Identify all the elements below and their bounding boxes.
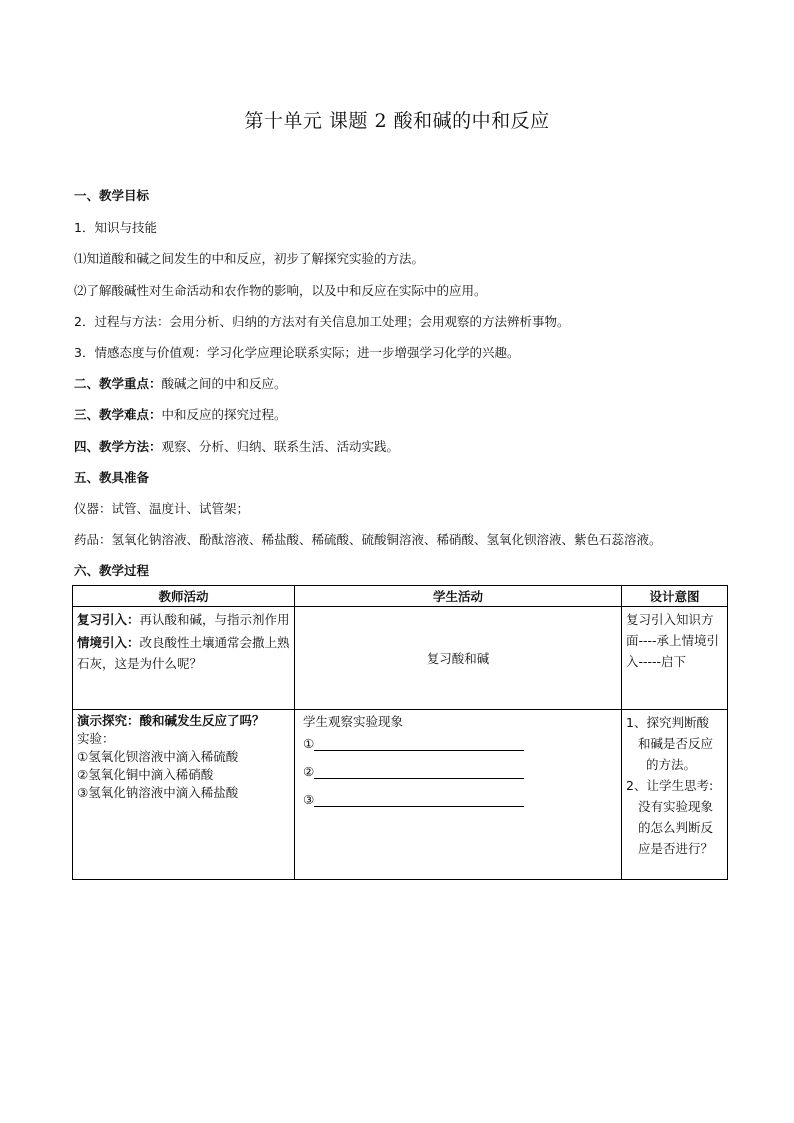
difficulty-label: 三、教学难点： (74, 407, 162, 422)
key-point (74, 374, 287, 392)
observation-blank-3[interactable] (314, 793, 524, 807)
knowledge-heading: 1．知识与技能 (74, 220, 157, 235)
header-teacher: 教师活动 (73, 586, 295, 607)
key-point-label: 二、教学重点： (74, 376, 162, 391)
experiment-2: ②氢氧化铜中滴入稀硝酸 (77, 767, 214, 782)
review-intro (77, 609, 290, 630)
student-observe-title: 学生观察实验现象 (303, 714, 404, 729)
method-text: 观察、分析、归纳、联系生活、活动实践。 (161, 439, 400, 454)
design-point-2c: 的怎么判断反 (638, 820, 714, 835)
observation-mark-2: ② (303, 764, 315, 779)
review-label: 复习引入： (77, 612, 140, 627)
observation-mark-1: ① (303, 736, 315, 751)
demo-label: 演示探究： (77, 713, 140, 728)
design-cell-2 (622, 710, 728, 880)
observation-line-3 (303, 792, 617, 814)
process-method: 2．过程与方法：会用分析、归纳的方法对有关信息加工处理；会用观察的方法辨析事物。 (74, 314, 570, 329)
knowledge-item-2: ⑵了解酸碱性对生命活动和农作物的影响，以及中和反应在实际中的应用。 (74, 283, 487, 298)
process-heading: 六、教学过程 (74, 563, 150, 578)
tools-instruments: 仪器：试管、温度计、试管架； (74, 501, 250, 516)
header-design: 设计意图 (622, 586, 728, 607)
scene-intro (77, 632, 290, 674)
table-row (73, 607, 728, 710)
table-row (73, 710, 728, 880)
design-point-2d: 应是否进行？ (638, 841, 714, 856)
review-text: 再认酸和碱，与指示剂作用 (139, 612, 290, 627)
demo-text: 酸和碱发生反应了吗？ (139, 713, 265, 728)
experiment-1: ①氢氧化钡溶液中滴入稀硫酸 (77, 749, 239, 764)
design-point-1c: 的方法。 (646, 757, 697, 772)
scene-text: 改良酸性土壤通常会撒上熟石灰，这是为什么呢？ (77, 635, 290, 671)
teacher-cell-1 (73, 607, 295, 710)
method-label: 四、教学方法： (74, 439, 162, 454)
teacher-cell-2 (73, 710, 295, 880)
observation-blank-1[interactable] (314, 737, 524, 751)
tools-heading: 五、教具准备 (74, 470, 150, 485)
observation-line-1 (303, 736, 617, 758)
objectives-heading: 一、教学目标 (74, 188, 150, 203)
design-point-2b: 没有实验现象 (638, 799, 714, 814)
teaching-method (74, 437, 399, 455)
design-cell-1: 复习引入知识方面----承上情境引入-----启下 (622, 607, 728, 710)
table-header-row (73, 586, 728, 607)
knowledge-item-1: ⑴知道酸和碱之间发生的中和反应，初步了解探究实验的方法。 (74, 251, 425, 266)
header-student: 学生活动 (295, 586, 622, 607)
observation-line-2 (303, 764, 617, 786)
difficulty-text: 中和反应的探究过程。 (161, 407, 287, 422)
experiment-3: ③氢氧化钠溶液中滴入稀盐酸 (77, 785, 239, 800)
tools-reagents: 药品：氢氧化钠溶液、酚酞溶液、稀盐酸、稀硫酸、硫酸铜溶液、稀硝酸、氢氧化钡溶液、紫色石蕊溶液。 (74, 532, 662, 547)
design-point-1b: 和碱是否反应 (638, 736, 714, 751)
observation-blank-2[interactable] (314, 765, 524, 779)
attitude-values: 3．情感态度与价值观：学习化学应理论联系实际；进一步增强学习化学的兴趣。 (74, 345, 520, 360)
difficulty (74, 405, 287, 423)
design-point-1: 1、探究判断酸 (626, 715, 709, 730)
teaching-process-table (72, 585, 728, 880)
scene-label: 情境引入： (77, 635, 140, 650)
design-point-2: 2、让学生思考: (626, 778, 714, 793)
key-point-text: 酸碱之间的中和反应。 (161, 376, 287, 391)
student-cell-1: 复习酸和碱 (295, 607, 622, 710)
student-cell-2 (295, 710, 622, 880)
experiment-label: 实验： (77, 731, 115, 746)
demo-inquiry (77, 712, 290, 730)
observation-mark-3: ③ (303, 792, 315, 807)
page-title: 第十单元 课题 2 酸和碱的中和反应 (244, 110, 550, 132)
